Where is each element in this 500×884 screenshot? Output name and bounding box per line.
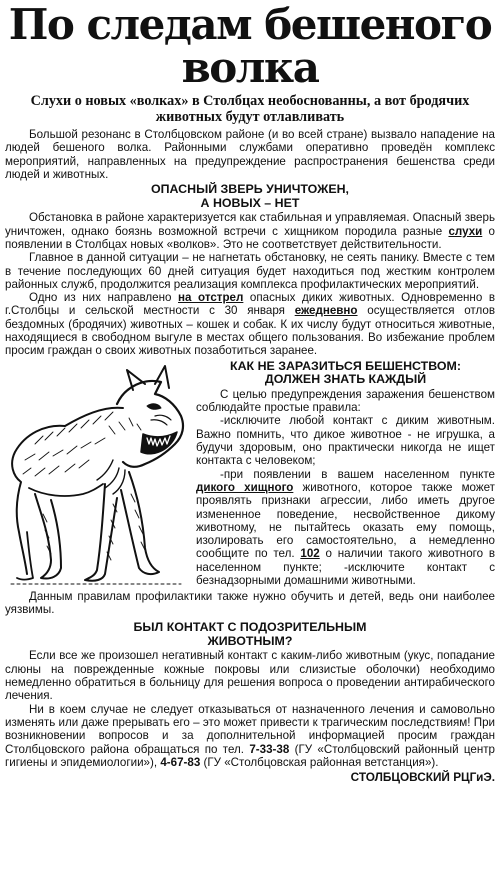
section-2-title-line-2: ДОЛЖЕН ЗНАТЬ КАЖДЫЙ (264, 372, 427, 387)
section-1-title-line-2: А НОВЫХ – НЕТ (200, 195, 300, 210)
section-3-paragraph-2 (5, 703, 495, 769)
section-1-title-line-1: ОПАСНЫЙ ЗВЕРЬ УНИЧТОЖЕН, (150, 182, 349, 197)
section-1-title (5, 183, 495, 210)
section-2-rule-1: -исключите любой контакт с диким животным. Важно помнить, что дикое животное - не игрушка, а будучи здоровым, оно практически никогда не ищет контакта с человеком; (196, 414, 495, 468)
section-2-paragraph-1: С целью предупреждения заражения бешенством соблюдайте простые правила: (196, 387, 495, 415)
headline (5, 0, 495, 92)
text-run: опасных диких животных. Одновременно в г.Столбцы и сельской местности с 30 января (5, 291, 495, 318)
wolf-ear-right (155, 366, 169, 388)
section-3-title (5, 621, 495, 648)
emphasis-rumors: слухи (448, 224, 483, 238)
phone-102: 102 (300, 547, 320, 561)
text-run: Ни в коем случае не следует отказываться от назначенного лечения и самовольно изменять или даже прерывать его – это может привести к трагическим последствиям! При возникновении вопросов и за дополнительной информацией просим граждан Столбцовского района обращаться по тел. (5, 702, 495, 756)
subheading: Слухи о новых «волках» в Столбцах необоснованны, а вот бродячих животных будут отлавливать (30, 93, 470, 125)
emphasis-daily: ежедневно (294, 304, 358, 318)
section-3-title-line-2: ЖИВОТНЫМ? (207, 633, 293, 648)
intro-paragraph: Большой резонанс в Столбцовском районе (и во всей стране) вызвало нападение на людей бешеного волка. Районными службами оперативно проведён комплекс мероприятий, направленных на предупреждение распространения бешенства среди людей и животных. (5, 128, 495, 181)
wolf-front-leg-left (85, 484, 117, 581)
text-run: о наличии такого животного в населенном пункте; -исключите контакт с безнадзорными домашними животными. (196, 547, 495, 587)
wolf-belly (29, 484, 103, 496)
section-3-title-line-1: БЫЛ КОНТАКТ С ПОДОЗРИТЕЛЬНЫМ (133, 620, 367, 635)
wolf-body (12, 425, 65, 573)
text-run: (ГУ «Столбцовская районная ветстанция»). (200, 755, 439, 769)
text-run: (ГУ «Столбцовский районный центр гигиены и эпидемиологии»), (5, 742, 495, 769)
signature: СТОЛБЦОВСКИЙ РЦГиЭ. (350, 770, 495, 785)
wolf-neck-fur (97, 460, 125, 494)
text-run: животного, которое также может проявлять признаки агрессии, либо иметь другое измененное поведение, несвойственное дикому животному, не пытайтесь оказать ему помощь, изолировать его самостоятельно, а немедленно сообщите по тел. (196, 480, 495, 561)
wolf-ear-left (127, 370, 145, 390)
snarling-wolf-drawing (5, 364, 188, 590)
phone-7-33-38: 7-33-38 (249, 742, 290, 756)
wolf-illustration-icon (5, 364, 188, 590)
section-3-paragraph-1: Если все же произошел негативный контакт с каким-либо животным (укус, попадание слюны на поврежденные кожные покровы или слизистые оболочки) необходимо немедленно обратиться в больницу для решения вопроса о проведении антирабического лечения. (5, 649, 495, 703)
illustrated-section (5, 360, 495, 588)
headline-line-2: волка (181, 43, 319, 92)
wolf-front-leg-right (121, 472, 159, 574)
text-run: осуществляется отлов бездомных (бродячих) животных – кошек и собак. К их числу будут относиться животные, находящиеся в свободном выгуле в местах общего пользования. Во избежание проблем просим граждан о своих животных позаботиться заранее. (5, 304, 495, 358)
section-1-paragraph-2: Главное в данной ситуации – не нагнетать обстановку, не сеять панику. Вместе с тем в течение последующих 60 дней ситуация будет находиться под жестким контролем районных служб, продолжится реализация комплекса профилактических мероприятий. (5, 251, 495, 291)
headline-line-1: По следам бешеного (8, 0, 492, 49)
emphasis-shooting: на отстрел (178, 291, 244, 305)
section-1-paragraph-3 (5, 291, 495, 357)
text-run: Обстановка в районе характеризуется как стабильная и управляемая. Опасный зверь уничтожен, однако боязнь возможной встречи с хищником породила разные (5, 211, 495, 238)
wolf-eye (147, 403, 161, 408)
section-2-title-line-1: КАК НЕ ЗАРАЗИТЬСЯ БЕШЕНСТВОМ: (230, 358, 461, 373)
section-1-paragraph-1 (5, 211, 495, 251)
section-2-paragraph-2: Данным правилам профилактики также нужно обучить и детей, ведь они наиболее уязвимы. (5, 589, 495, 616)
text-run: -при появлении в вашем населенном пункте (220, 467, 495, 481)
text-run: о появлении в Столбцах новых «волков». Это не соответствует действительности. (5, 224, 495, 251)
text-run: Одно из них направлено (29, 291, 179, 305)
emphasis-wild-predator: дикого хищного (196, 480, 294, 494)
wolf-fur-hatching (23, 412, 145, 560)
phone-4-67-83: 4-67-83 (160, 755, 201, 769)
